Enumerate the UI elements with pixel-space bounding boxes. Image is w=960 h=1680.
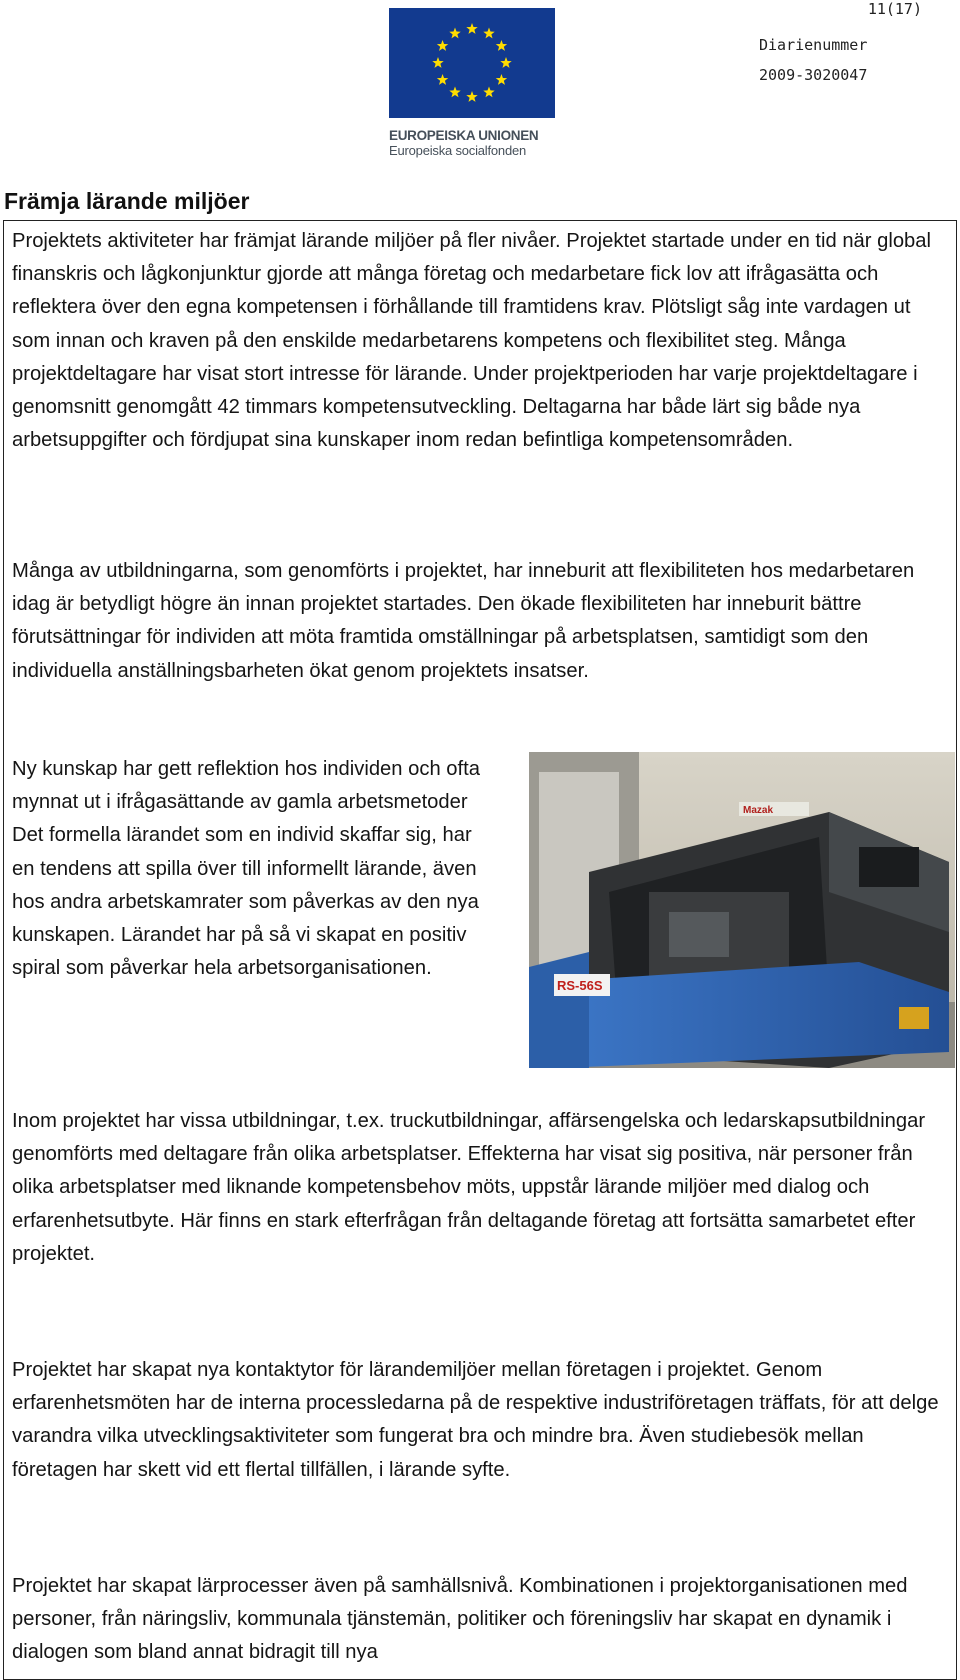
logo-text-line2: Europeiska socialfonden xyxy=(389,143,527,158)
paragraph: Projektet har skapat lärprocesser även på samhällsnivå. Kombinationen i projektorganisationen med personer, från näringsliv, kommunala tjänstemän, politiker och föreningsliv har skapat en dynamik i dialogen som bland annat bidragit till nya xyxy=(12,1575,908,1664)
eu-logo xyxy=(389,8,557,158)
logo-text-line1: EUROPEISKA UNIONEN xyxy=(389,128,539,143)
eu-flag-icon xyxy=(389,8,555,118)
paragraph: Projektets aktiviteter har främjat lärande miljöer på fler nivåer. Projektet startade under en tid när global finanskris och lågkonjunktur gjorde att många företag och medarbetare fick lov att ifrågasätta och reflektera över den egna kompetensen i förhållande till framtidens krav. Plötsligt såg inte vardagen ut som innan och kraven på den enskilde medarbetarens kompetens och flexibilitet steg. Många projektdeltagare har visat stort intresse för lärande. Under projektperioden har varje projektdeltagare i genomsnitt genomgått 42 timmars kompetensutveckling. Deltagarna har både lärt sig både nya arbetsuppgifter och fördjupat sina kunskaper inom redan befintliga kompetensområden. xyxy=(12,230,931,452)
machine-brand: Mazak xyxy=(743,805,774,816)
section-heading: Främja lärande miljöer xyxy=(4,188,250,214)
page-number: 11(17) xyxy=(867,0,922,18)
paragraph: Ny kunskap har gett reflektion hos individen och ofta mynnat ut i ifrågasättande av gamla arbetsmetoder Det formella lärandet som en individ skaffar sig, har en tendens att spilla över till informellt lärande, även hos andra arbetskamrater som påverkas av den nya kunskapen. Lärandet har på så vi skapat en positiv spiral som påverkar hela arbetsorganisationen. xyxy=(12,758,480,980)
machine-label: RS-56S xyxy=(557,978,603,993)
diarienummer-value: 2009-3020047 xyxy=(759,66,868,84)
diarienummer-block xyxy=(759,30,867,90)
paragraph: Många av utbildningarna, som genomförts i projektet, har inneburit att flexibiliteten hos medarbetaren idag är betydligt högre än innan projektet startades. Den ökade flexibiliteten har inneburit bättre förutsättningar för individen att möta framtida omställningar på arbetsplatsen, samtidigt som den individuella anställningsbarheten ökat genom projektets insatser. xyxy=(12,560,915,682)
cnc-machine-photo xyxy=(529,752,955,1068)
paragraph: Inom projektet har vissa utbildningar, t.ex. truckutbildningar, affärsengelska och ledarskapsutbildningar genomförts med deltagare från olika arbetsplatser. Effekterna har visat sig positiva, när personer från olika arbetsplatser med liknande kompetensbehov möts, uppstår lärande miljöer med dialog och erfarenhetsutbyte. Här finns en stark efterfrågan från deltagande företag att fortsätta samarbetet efter projektet. xyxy=(12,1110,926,1265)
content-box xyxy=(3,220,957,1680)
paragraph: Projektet har skapat nya kontaktytor för lärandemiljöer mellan företagen i projektet. Genom erfarenhetsmöten har de interna processledarna på de respektive industriföretagen träffats, för att delge varandra vilka utvecklingsaktiviteter som fungerat bra och mindre bra. Även studiebesök mellan företagen har skett vid ett flertal tillfällen, i lärande syfte. xyxy=(12,1359,939,1481)
diarienummer-label: Diarienummer xyxy=(759,36,868,54)
